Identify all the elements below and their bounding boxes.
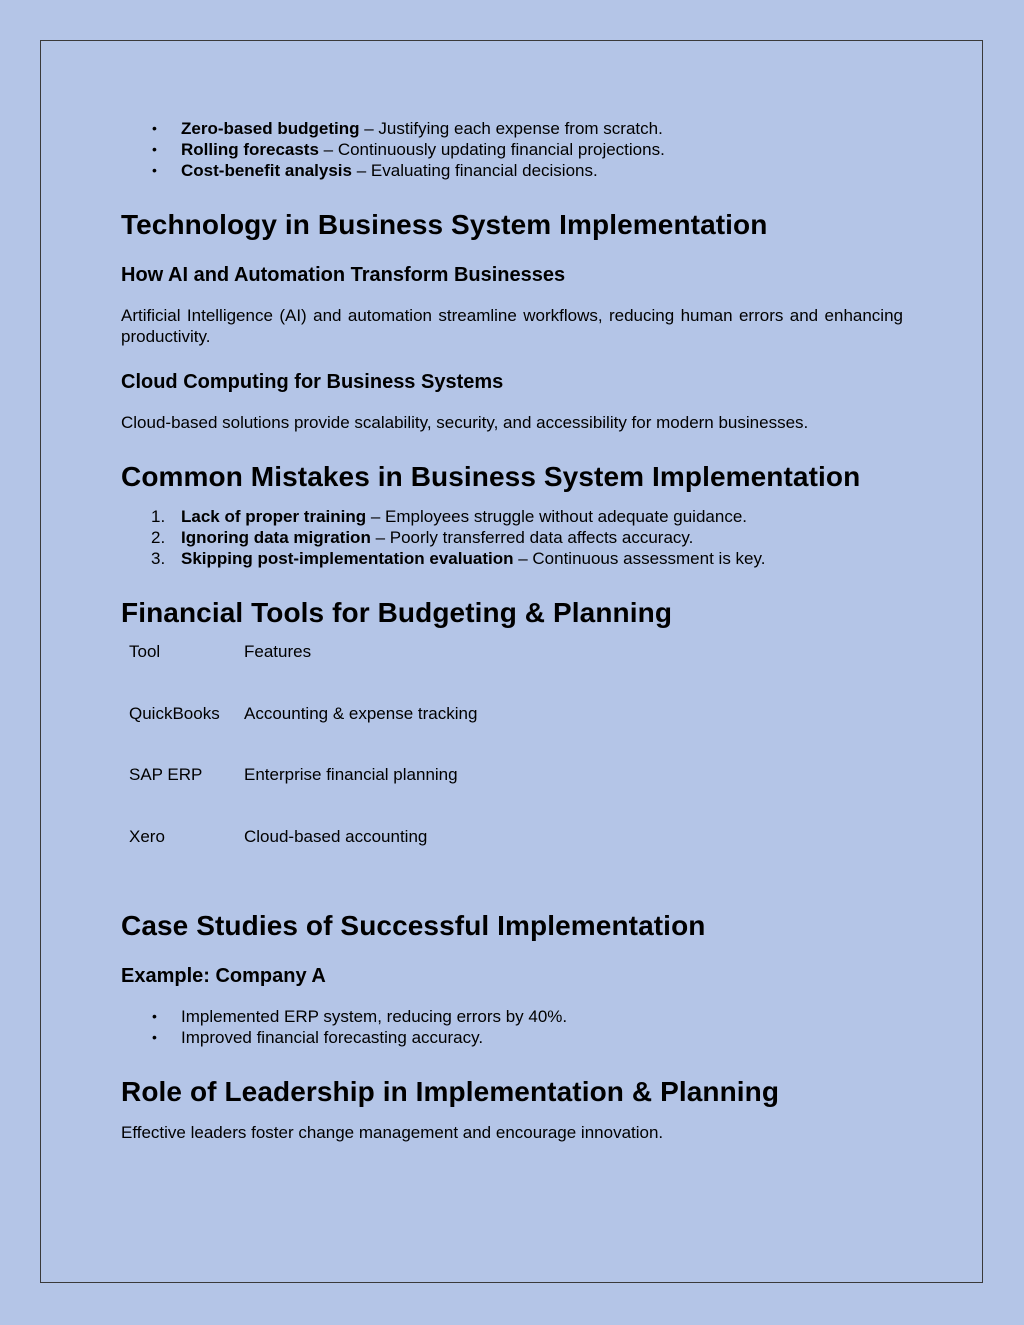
list-item <box>121 506 903 527</box>
bullet-icon: • <box>152 162 157 178</box>
list-item-term: Cost-benefit analysis <box>181 161 352 180</box>
case-study-list <box>121 1006 903 1048</box>
table-cell: Cloud-based accounting <box>244 826 428 846</box>
section-heading-financial-tools: Financial Tools for Budgeting & Planning <box>121 597 673 628</box>
table-cell: Xero <box>129 826 165 846</box>
list-item-desc: – Continuous assessment is key. <box>513 549 766 568</box>
table-cell: Accounting & expense tracking <box>244 703 478 723</box>
section-heading-mistakes: Common Mistakes in Business System Implementation <box>121 461 861 492</box>
list-item <box>121 1006 903 1027</box>
list-item <box>121 527 903 548</box>
list-number: 3. <box>151 549 166 568</box>
subheading-cloud: Cloud Computing for Business Systems <box>121 371 504 393</box>
list-number: 2. <box>151 528 166 547</box>
financial-tools-table <box>121 638 485 884</box>
list-item-term: Skipping post-implementation evaluation <box>181 549 514 568</box>
list-item-text: Improved financial forecasting accuracy. <box>181 1028 484 1047</box>
list-item-term: Rolling forecasts <box>181 140 319 159</box>
section-heading-technology: Technology in Business System Implementation <box>121 209 768 240</box>
list-item-desc: – Justifying each expense from scratch. <box>359 119 663 138</box>
paragraph-cloud: Cloud-based solutions provide scalability, security, and accessibility for modern businesses. <box>121 413 809 432</box>
list-item-desc: – Employees struggle without adequate guidance. <box>366 507 748 526</box>
table-row <box>121 823 485 885</box>
document-content <box>121 118 903 1143</box>
table-header-cell: Features <box>244 642 312 661</box>
table-row <box>121 700 485 762</box>
table-cell: QuickBooks <box>129 703 220 723</box>
list-number: 1. <box>151 507 166 526</box>
table-cell: Enterprise financial planning <box>244 765 458 784</box>
mistakes-list <box>121 506 903 569</box>
section-heading-leadership: Role of Leadership in Implementation & Planning <box>121 1076 780 1107</box>
section-heading-case-studies: Case Studies of Successful Implementation <box>121 910 706 941</box>
table-header-cell: Tool <box>129 642 161 661</box>
list-item-term: Lack of proper training <box>181 507 367 526</box>
list-item <box>121 118 903 139</box>
list-item-text: Implemented ERP system, reducing errors by 40%. <box>181 1007 568 1026</box>
budgeting-methods-list <box>121 118 903 181</box>
subheading-ai-automation: How AI and Automation Transform Businesses <box>121 264 566 286</box>
bullet-icon: • <box>152 1029 157 1045</box>
paragraph-leadership: Effective leaders foster change management and encourage innovation. <box>121 1123 664 1142</box>
bullet-icon: • <box>152 141 157 157</box>
bullet-icon: • <box>152 120 157 136</box>
list-item-term: Zero-based budgeting <box>181 119 360 138</box>
bullet-icon: • <box>152 1008 157 1024</box>
table-cell: SAP ERP <box>129 765 203 784</box>
subheading-example-company: Example: Company A <box>121 965 326 987</box>
list-item-desc: – Continuously updating financial projections. <box>318 140 665 159</box>
list-item-desc: – Evaluating financial decisions. <box>352 161 598 180</box>
table-header-row <box>121 638 485 700</box>
list-item <box>121 160 903 181</box>
list-item-desc: – Poorly transferred data affects accuracy. <box>370 528 694 547</box>
list-item <box>121 139 903 160</box>
list-item <box>121 1027 903 1048</box>
table-row <box>121 761 485 823</box>
list-item <box>121 548 903 569</box>
list-item-term: Ignoring data migration <box>181 528 371 547</box>
paragraph-ai: Artificial Intelligence (AI) and automation streamline workflows, reducing human errors and enhancing productivity. <box>121 306 903 346</box>
